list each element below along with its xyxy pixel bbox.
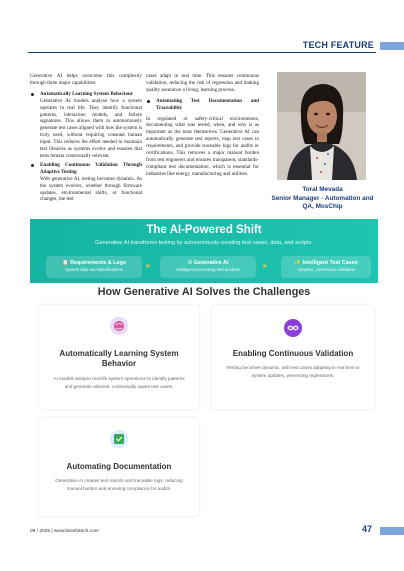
card-text: AI models analyze real-life system operations to identify patterns and generate relevant, contextually aware test cases. — [53, 376, 185, 389]
card-text: Testing becomes dynamic, with test cases adapting in real time to system updates, preventing regressions. — [226, 365, 360, 378]
sparkle-icon: ✨ — [294, 260, 302, 266]
card-learning-behavior — [39, 305, 199, 409]
page-number: 47 — [362, 524, 373, 534]
step-generative-ai — [160, 256, 256, 278]
card-text: Generative AI creates test reports and traceable logs, reducing manual burden and ensuring compliance for audits. — [55, 478, 183, 491]
step-requirements — [46, 256, 142, 278]
bullet-heading: Automatically Learning System Behaviour — [40, 90, 133, 97]
brain-icon — [110, 317, 128, 335]
article-column-1 — [30, 73, 142, 205]
step-title: 📋 Requirements & Logs — [62, 260, 126, 266]
section-label: TECH FEATURE — [302, 40, 374, 50]
bullet-item — [30, 162, 142, 203]
continued-paragraph: cases adapt in real time. This ensures continuous validation, reducing the risk of regression and making quality assurance a living, learning process. — [146, 73, 259, 93]
clipboard-icon: 📋 — [62, 260, 69, 266]
author-role: Senior Manager - Automation and QA, MosChip — [271, 195, 374, 210]
portrait-illustration — [277, 72, 366, 180]
footer-accent-bar — [380, 527, 404, 535]
step-desc: System data and specifications — [65, 267, 123, 272]
step-test-cases — [281, 256, 371, 278]
bullet-heading: Automating Test Documentation and Traceability — [156, 97, 259, 111]
step-title: ⚙ Generative AI — [187, 260, 229, 266]
bullet-text: With generative AI, testing becomes dynamic. As the system evolves, whether through firmware updates, environmental shifts, or functional changes, the test — [40, 175, 142, 203]
bullet-heading: Enabling Continuous Validation Through Adaptive Testing — [40, 161, 142, 175]
checklist-icon — [110, 430, 128, 448]
intro-paragraph: Generative AI helps overcome this complexity through three major capabilities: — [30, 73, 142, 86]
header-rule — [28, 52, 376, 53]
card-title: Automating Documentation — [66, 462, 172, 471]
step-desc: Adaptive, continuous validation — [297, 267, 355, 272]
body-paragraph: In regulated or safety-critical environments, documenting what was tested, when, and why is as important as the tests themselves. Generative AI can automatically generate test reports, map test cases to requirements, and provide traceable logs for audits or certifications. This removes a major manual burden from test engineers and ensures transparent, standards-compliant test documentation, which is essential for industries like energy, manufacturing and utilities. — [146, 115, 259, 177]
card-automating-documentation — [39, 418, 199, 516]
arrow-right-icon: ➤ — [145, 262, 151, 270]
card-continuous-validation — [212, 305, 374, 409]
banner-subtitle: Generative AI transforms testing by autonomously creating test cases, data, and scripts. — [95, 240, 313, 246]
step-desc: Intelligent processing and analysis — [176, 267, 240, 272]
bullet-item — [30, 91, 142, 160]
author-name: Toral Mevada — [302, 186, 343, 193]
card-title: Enabling Continuous Validation — [232, 349, 354, 358]
arrow-right-icon: ➤ — [262, 262, 268, 270]
robot-icon: ⚙ — [187, 260, 193, 266]
banner-title: The AI-Powered Shift — [146, 224, 262, 236]
card-title: Automatically Learning System Behavior — [59, 349, 179, 368]
header-accent-bar — [380, 42, 404, 50]
author-photo — [277, 72, 366, 180]
bullet-text: Generative AI models analyse how a system operates in real life. They identify functional patterns, interaction models, and failure signatures. This allows them to autonomously generate test cases aligned with how the system is truly used, without requiring constant human input. This reduces the effort needed to maintain test libraries as systems evolve and ensures that tests remain contextually relevant. — [40, 97, 142, 159]
article-column-2 — [146, 73, 259, 182]
section-title: How Generative AI Solves the Challenges — [97, 286, 311, 298]
bullet-item — [146, 98, 259, 112]
infinity-icon — [284, 319, 302, 337]
step-title: ✨ Intelligent Test Cases — [294, 260, 358, 266]
footer-issue-website: 09 / 2025 | www.bisinfotech.com — [30, 529, 99, 534]
